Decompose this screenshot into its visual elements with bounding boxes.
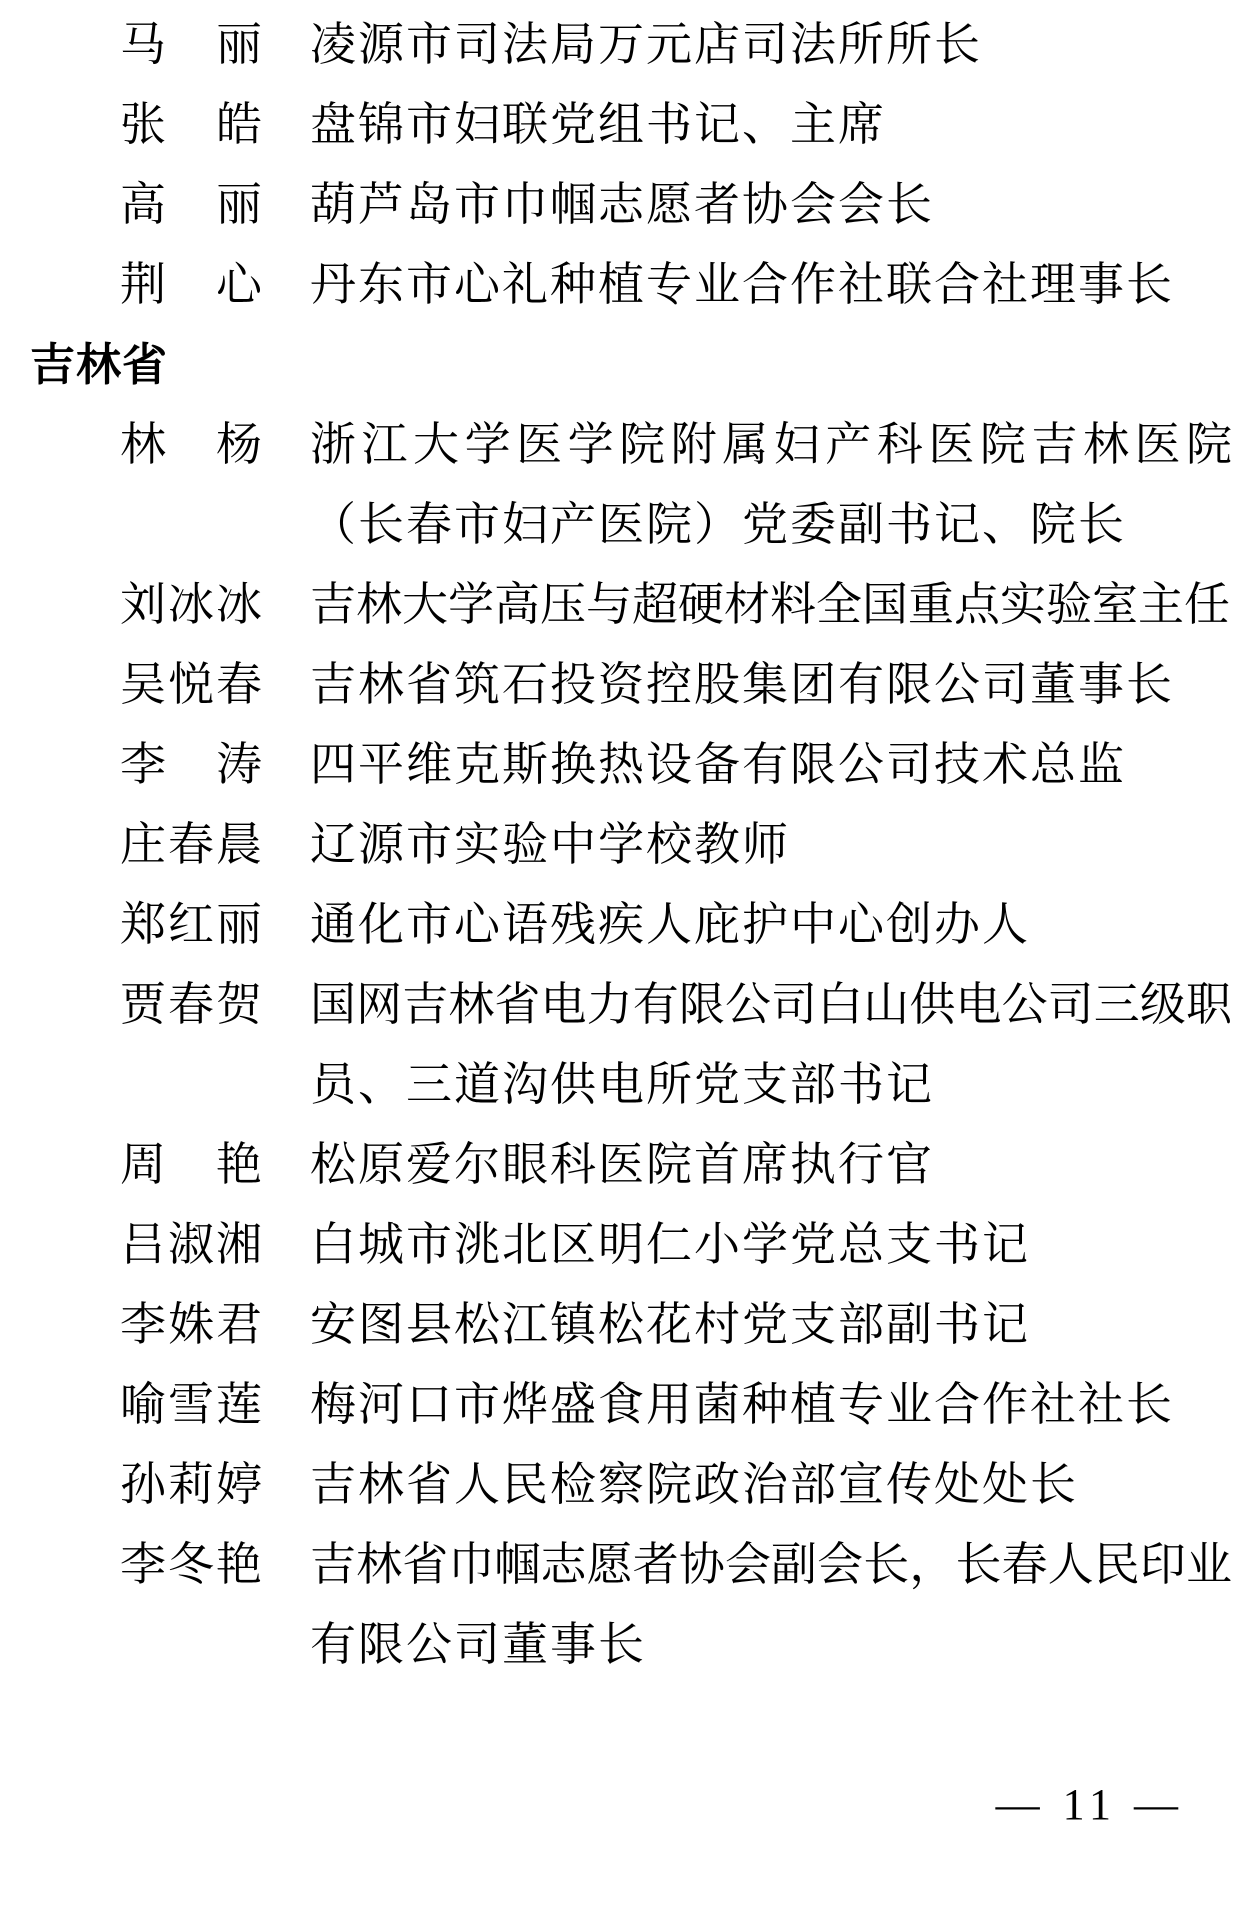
person-name: 刘冰冰 [120,579,264,630]
person-title [310,85,1232,165]
person-title [310,645,1232,725]
person-name: 张 皓 [120,99,264,150]
person-title [310,725,1232,805]
person-title [310,805,1232,885]
title-line: 通化市心语残疾人庇护中心创办人 [310,899,1030,950]
list-item [0,1445,1242,1525]
title-line: 丹东市心礼种植专业合作社联合社理事长 [310,259,1174,310]
person-title [310,965,1232,1125]
title-line: 辽源市实验中学校教师 [310,819,790,870]
title-line: 盘锦市妇联党组书记、主席 [310,99,886,150]
person-title [310,1525,1232,1685]
title-line: （长春市妇产医院）党委副书记、院长 [310,499,1126,550]
person-title [310,5,1232,85]
person-name: 郑红丽 [120,899,264,950]
list-item [0,405,1242,565]
person-title [310,165,1232,245]
person-name: 高 丽 [120,179,264,230]
title-line: 梅河口市烨盛食用菌种植专业合作社社长 [310,1379,1174,1430]
list-item [0,5,1242,85]
person-name: 吕淑湘 [120,1219,264,1270]
list-item [0,165,1242,245]
list-item [0,1285,1242,1365]
list-item [0,1125,1242,1205]
person-name: 吴悦春 [120,659,264,710]
title-line: 凌源市司法局万元店司法所所长 [310,19,982,70]
title-line: 白城市洮北区明仁小学党总支书记 [310,1219,1030,1270]
person-name: 李冬艳 [120,1539,264,1590]
list-item [0,1365,1242,1445]
person-title [310,405,1232,565]
person-title [310,1125,1232,1205]
list-item [0,1205,1242,1285]
title-line: 员、三道沟供电所党支部书记 [310,1059,934,1110]
title-line: 吉林省巾帼志愿者协会副会长，长春人民印业 [310,1539,1232,1590]
list-item [0,725,1242,805]
list-item [0,245,1242,325]
person-title [310,1285,1232,1365]
person-name: 马 丽 [120,19,264,70]
title-line: 吉林省人民检察院政治部宣传处处长 [310,1459,1078,1510]
list-item [0,805,1242,885]
title-line: 葫芦岛市巾帼志愿者协会会长 [310,179,934,230]
title-line: 有限公司董事长 [310,1619,646,1670]
person-title [310,245,1232,325]
title-line: 吉林大学高压与超硬材料全国重点实验室主任 [310,579,1230,630]
person-title [310,1205,1232,1285]
person-title [310,885,1232,965]
list-item [0,85,1242,165]
person-name: 李姝君 [120,1299,264,1350]
person-name: 喻雪莲 [120,1379,264,1430]
title-line: 四平维克斯换热设备有限公司技术总监 [310,739,1126,790]
list-item [0,565,1242,645]
person-name: 林 杨 [120,419,264,470]
person-name: 贾春贺 [120,979,264,1030]
person-name: 周 艳 [120,1139,264,1190]
list-item [0,1525,1242,1685]
list-item [0,965,1242,1125]
person-name: 荆 心 [120,259,264,310]
title-line: 松原爱尔眼科医院首席执行官 [310,1139,934,1190]
list-item [0,645,1242,725]
list-item [0,885,1242,965]
title-line: 国网吉林省电力有限公司白山供电公司三级职 [310,979,1232,1030]
person-title [310,1445,1232,1525]
title-line: 安图县松江镇松花村党支部副书记 [310,1299,1030,1350]
page-number: — 11 — [995,1780,1184,1829]
person-name: 李 涛 [120,739,264,790]
section-header-jilin: 吉林省 [30,339,169,390]
title-line: 吉林省筑石投资控股集团有限公司董事长 [310,659,1174,710]
person-title [310,1365,1232,1445]
person-name: 孙莉婷 [120,1459,264,1510]
person-title [310,565,1232,645]
person-name: 庄春晨 [120,819,264,870]
title-line: 浙江大学医学院附属妇产科医院吉林医院 [310,419,1232,470]
